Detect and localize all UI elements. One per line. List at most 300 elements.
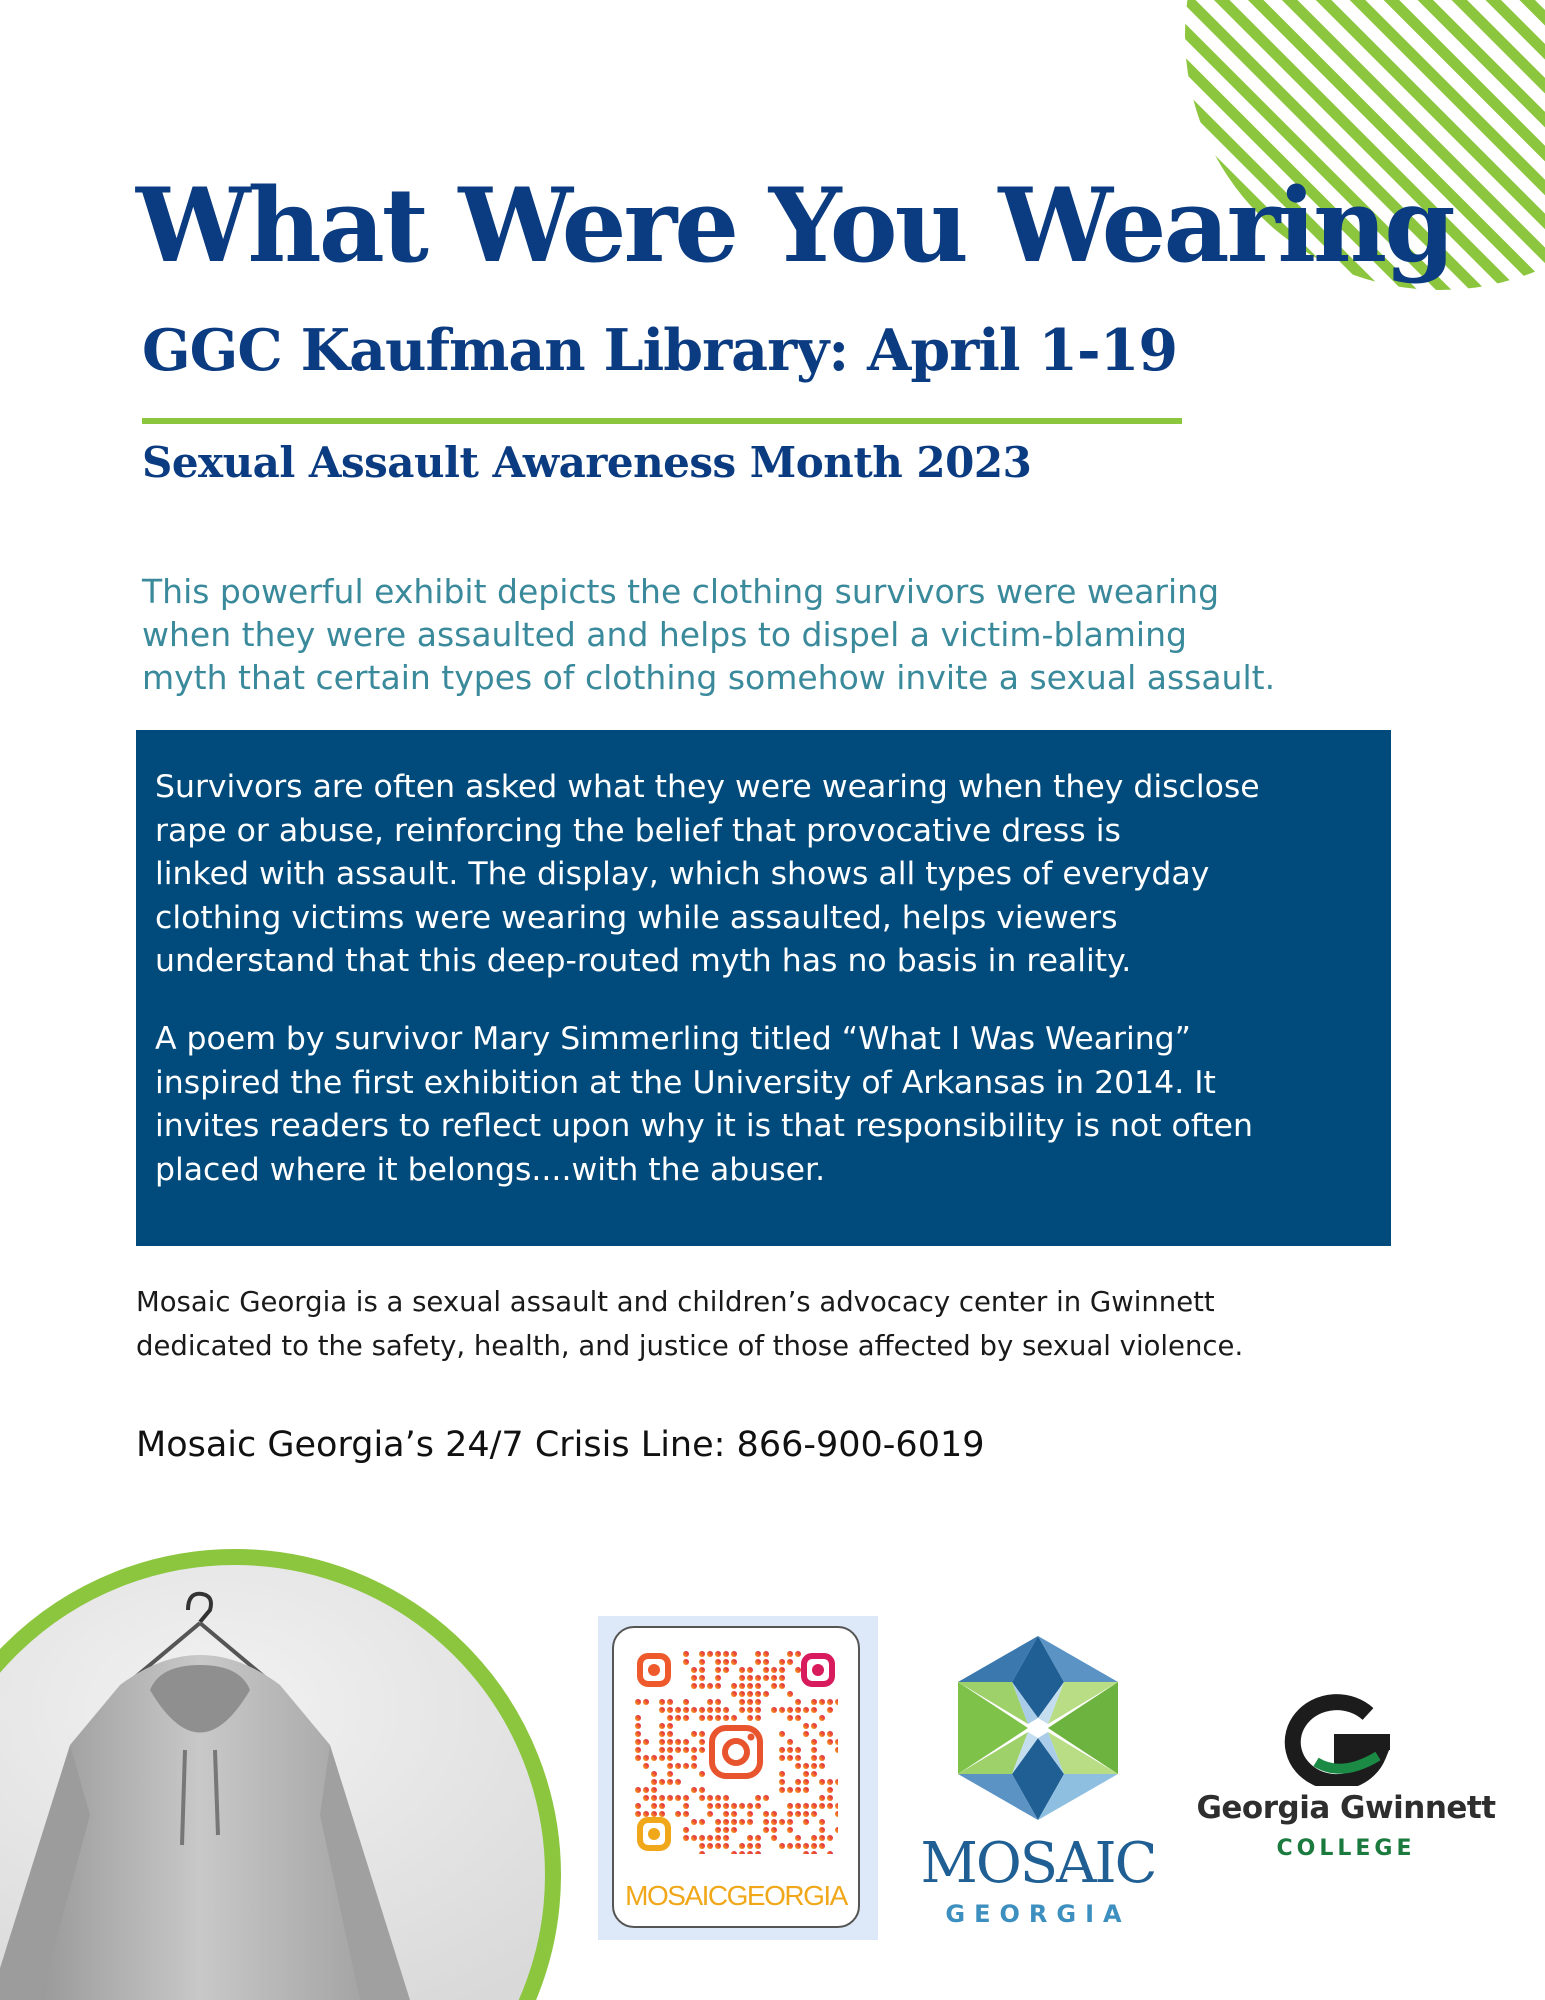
qr-dot [675, 1779, 681, 1785]
qr-dot [723, 1827, 729, 1833]
qr-dot [779, 1675, 785, 1681]
qr-dot [659, 1699, 665, 1705]
qr-dot [787, 1747, 793, 1753]
qr-dot [803, 1763, 809, 1769]
instagram-qr-card[interactable] [598, 1616, 878, 1940]
qr-dot [699, 1675, 705, 1681]
qr-dot [763, 1827, 769, 1833]
qr-dot [739, 1707, 745, 1713]
qr-dot [739, 1843, 745, 1849]
qr-dot [683, 1763, 689, 1769]
qr-dot [659, 1803, 665, 1809]
green-divider [142, 418, 1182, 424]
qr-dot [779, 1819, 785, 1825]
qr-dot [755, 1691, 761, 1697]
qr-dot [691, 1763, 697, 1769]
qr-dot [715, 1699, 721, 1705]
qr-dot [787, 1659, 793, 1665]
qr-dot [635, 1811, 641, 1817]
qr-dot [803, 1851, 809, 1854]
qr-dot [795, 1667, 801, 1673]
qr-dot [715, 1843, 721, 1849]
qr-dot [779, 1779, 785, 1785]
qr-dot [779, 1747, 785, 1753]
qr-dot [683, 1835, 689, 1841]
qr-dot [723, 1811, 729, 1817]
qr-dot [667, 1747, 673, 1753]
mosaic-logo-wordmark: MOSAIC [920, 1831, 1156, 1896]
qr-dot [755, 1795, 761, 1801]
qr-dot [835, 1739, 838, 1745]
qr-dot [795, 1651, 801, 1657]
qr-dot [651, 1803, 657, 1809]
qr-dot [683, 1707, 689, 1713]
qr-dot [819, 1803, 825, 1809]
qr-dot [787, 1715, 793, 1721]
qr-dot [827, 1787, 833, 1793]
qr-dot [779, 1731, 785, 1737]
qr-dot [779, 1755, 785, 1761]
qr-dot [787, 1827, 793, 1833]
qr-dot [811, 1723, 817, 1729]
qr-dot [675, 1739, 681, 1745]
qr-dot [811, 1811, 817, 1817]
qr-dot [795, 1715, 801, 1721]
about-line: Mosaic Georgia is a sexual assault and children’s advocacy center in Gwinnett [136, 1286, 1215, 1318]
qr-dot [659, 1747, 665, 1753]
qr-dot [635, 1787, 641, 1793]
qr-dot [699, 1715, 705, 1721]
qr-dot [835, 1779, 838, 1785]
qr-dot [643, 1787, 649, 1793]
qr-dot [811, 1707, 817, 1713]
qr-dot [803, 1707, 809, 1713]
qr-dot [763, 1667, 769, 1673]
qr-dot [739, 1699, 745, 1705]
qr-dot [699, 1835, 705, 1841]
qr-dot [635, 1699, 641, 1705]
qr-dot [691, 1675, 697, 1681]
callout-paragraph-1 [155, 766, 1375, 984]
qr-dot [699, 1747, 705, 1753]
qr-dot [827, 1795, 833, 1801]
qr-dot [811, 1843, 817, 1849]
qr-dot [731, 1803, 737, 1809]
qr-dot [691, 1819, 697, 1825]
qr-dot [747, 1691, 753, 1697]
qr-dot [787, 1843, 793, 1849]
qr-dot [715, 1803, 721, 1809]
qr-dot [771, 1675, 777, 1681]
qr-dot [651, 1755, 657, 1761]
qr-dot [827, 1731, 833, 1737]
qr-dot [635, 1715, 641, 1721]
qr-dot [803, 1787, 809, 1793]
qr-dot [787, 1739, 793, 1745]
qr-dot [691, 1667, 697, 1673]
qr-dot [827, 1707, 833, 1713]
qr-dot [675, 1795, 681, 1801]
qr-dot [651, 1787, 657, 1793]
intro-paragraph [142, 570, 1402, 699]
qr-dot [747, 1819, 753, 1825]
qr-dot [739, 1675, 745, 1681]
qr-dot [747, 1811, 753, 1817]
qr-dot [819, 1731, 825, 1737]
qr-dot [747, 1803, 753, 1809]
instagram-icon [706, 1722, 766, 1782]
qr-dot [691, 1755, 697, 1761]
qr-dot [643, 1811, 649, 1817]
crisis-line: Mosaic Georgia’s 24/7 Crisis Line: 866-900-6019 [136, 1425, 985, 1465]
qr-dot [635, 1755, 641, 1761]
qr-dot [787, 1819, 793, 1825]
qr-dot [795, 1843, 801, 1849]
hoodie-photo [0, 1515, 580, 2000]
qr-dot [667, 1779, 673, 1785]
qr-dot [731, 1651, 737, 1657]
qr-dot [835, 1747, 838, 1753]
qr-dot [739, 1851, 745, 1854]
qr-dot [779, 1659, 785, 1665]
qr-dot [739, 1667, 745, 1673]
ggc-logo-subtitle: COLLEGE [1276, 1836, 1416, 1861]
qr-dot [795, 1699, 801, 1705]
qr-dot [811, 1699, 817, 1705]
qr-dot [707, 1707, 713, 1713]
qr-dot [659, 1739, 665, 1745]
qr-dot [683, 1827, 689, 1833]
qr-dot [643, 1739, 649, 1745]
qr-dot [667, 1755, 673, 1761]
qr-dot [747, 1843, 753, 1849]
qr-dot [715, 1715, 721, 1721]
qr-dot [787, 1803, 793, 1809]
qr-dot [795, 1811, 801, 1817]
qr-dot [691, 1683, 697, 1689]
qr-dot [795, 1803, 801, 1809]
qr-dot [787, 1755, 793, 1761]
qr-dot [827, 1699, 833, 1705]
qr-dot [819, 1843, 825, 1849]
qr-dot [659, 1795, 665, 1801]
qr-dot [763, 1659, 769, 1665]
qr-dot [795, 1835, 801, 1841]
qr-dot [835, 1699, 838, 1705]
qr-dot [723, 1651, 729, 1657]
qr-dot [667, 1707, 673, 1713]
intro-line: This powerful exhibit depicts the clothing survivors were wearing [142, 572, 1220, 611]
qr-dot [739, 1691, 745, 1697]
qr-dot [643, 1755, 649, 1761]
qr-dot [683, 1803, 689, 1809]
qr-dot [691, 1731, 697, 1737]
qr-dot [747, 1699, 753, 1705]
qr-dot [723, 1667, 729, 1673]
qr-dot [651, 1771, 657, 1777]
qr-dot [811, 1771, 817, 1777]
qr-dot [707, 1699, 713, 1705]
qr-dot [811, 1755, 817, 1761]
intro-line: when they were assaulted and helps to dispel a victim-blaming [142, 615, 1187, 654]
qr-dot [755, 1699, 761, 1705]
qr-dot [715, 1675, 721, 1681]
qr-dot [819, 1835, 825, 1841]
qr-dot [747, 1715, 753, 1721]
event-location-dates: GGC Kaufman Library: April 1-19 [142, 317, 1178, 384]
qr-dot [715, 1795, 721, 1801]
qr-dot [707, 1843, 713, 1849]
qr-dot [635, 1739, 641, 1745]
qr-dot [667, 1763, 673, 1769]
qr-dot [707, 1835, 713, 1841]
qr-dot [755, 1707, 761, 1713]
qr-dot [779, 1667, 785, 1673]
qr-dot [795, 1747, 801, 1753]
qr-dot [699, 1707, 705, 1713]
qr-dot [699, 1843, 705, 1849]
qr-dot [683, 1811, 689, 1817]
qr-dot [771, 1835, 777, 1841]
qr-dot [699, 1731, 705, 1737]
qr-dot [699, 1683, 705, 1689]
qr-code [634, 1650, 838, 1854]
qr-dot [683, 1795, 689, 1801]
qr-dot [803, 1803, 809, 1809]
qr-dot [819, 1755, 825, 1761]
qr-dot [803, 1771, 809, 1777]
qr-dot [795, 1779, 801, 1785]
qr-dot [635, 1803, 641, 1809]
qr-frame [612, 1626, 860, 1928]
qr-dot [755, 1675, 761, 1681]
qr-dot [771, 1819, 777, 1825]
qr-dot [715, 1667, 721, 1673]
qr-dot [723, 1795, 729, 1801]
callout-paragraph-2 [155, 1018, 1375, 1192]
qr-dot [731, 1811, 737, 1817]
qr-dot [635, 1723, 641, 1729]
qr-dot [683, 1715, 689, 1721]
about-line: dedicated to the safety, health, and justice of those affected by sexual violence. [136, 1330, 1244, 1362]
qr-dot [635, 1731, 641, 1737]
qr-dot [779, 1787, 785, 1793]
qr-dot [683, 1739, 689, 1745]
qr-dot [731, 1659, 737, 1665]
qr-dot [659, 1755, 665, 1761]
qr-dot [835, 1803, 838, 1809]
qr-dot [731, 1683, 737, 1689]
qr-dot [803, 1723, 809, 1729]
qr-dot [811, 1803, 817, 1809]
qr-dot [699, 1795, 705, 1801]
qr-dot [699, 1851, 705, 1854]
qr-dot [715, 1651, 721, 1657]
qr-dot [707, 1795, 713, 1801]
qr-dot [779, 1843, 785, 1849]
qr-dot [659, 1723, 665, 1729]
qr-dot [715, 1683, 721, 1689]
qr-dot [731, 1691, 737, 1697]
qr-dot [739, 1803, 745, 1809]
qr-dot [763, 1819, 769, 1825]
qr-dot [659, 1779, 665, 1785]
qr-dot [803, 1779, 809, 1785]
qr-dot [771, 1683, 777, 1689]
qr-dot [699, 1651, 705, 1657]
qr-dot [787, 1707, 793, 1713]
qr-dot [771, 1827, 777, 1833]
qr-dot [787, 1811, 793, 1817]
qr-dot [707, 1715, 713, 1721]
qr-dot [747, 1835, 753, 1841]
qr-dot [643, 1795, 649, 1801]
qr-dot [699, 1739, 705, 1745]
intro-line: myth that certain types of clothing somehow invite a sexual assault. [142, 658, 1276, 697]
qr-dot [643, 1699, 649, 1705]
qr-dot [675, 1763, 681, 1769]
mosaic-logo-subtitle: GEORGIA [945, 1900, 1131, 1928]
qr-dot [739, 1683, 745, 1689]
qr-dot [819, 1763, 825, 1769]
instagram-handle: MOSAICGEORGIA [625, 1880, 847, 1911]
qr-dot [731, 1819, 737, 1825]
qr-dot [667, 1739, 673, 1745]
qr-dot [707, 1803, 713, 1809]
qr-dot [667, 1795, 673, 1801]
qr-dot [747, 1851, 753, 1854]
qr-dot [763, 1691, 769, 1697]
qr-dot [723, 1803, 729, 1809]
callout-line: understand that this deep-routed myth has no basis in reality. [155, 943, 1132, 979]
qr-dot [691, 1835, 697, 1841]
qr-dot [755, 1851, 761, 1854]
qr-dot [811, 1835, 817, 1841]
qr-dot [723, 1819, 729, 1825]
qr-dot [667, 1771, 673, 1777]
qr-dot [747, 1707, 753, 1713]
awareness-month-heading: Sexual Assault Awareness Month 2023 [142, 438, 1032, 487]
qr-dot [707, 1811, 713, 1817]
qr-dot [763, 1675, 769, 1681]
qr-dot [819, 1715, 825, 1721]
qr-dot [651, 1779, 657, 1785]
callout-line: inspired the first exhibition at the University of Arkansas in 2014. It [155, 1064, 1216, 1101]
qr-dot [675, 1747, 681, 1753]
qr-dot [651, 1811, 657, 1817]
qr-dot [827, 1851, 833, 1854]
qr-dot [819, 1827, 825, 1833]
qr-dot [795, 1763, 801, 1769]
qr-dot [635, 1747, 641, 1753]
qr-dot [779, 1771, 785, 1777]
qr-dot [811, 1851, 817, 1854]
qr-dot [699, 1667, 705, 1673]
qr-dot [667, 1699, 673, 1705]
qr-dot [755, 1803, 761, 1809]
qr-dot [771, 1811, 777, 1817]
qr-dot [723, 1659, 729, 1665]
qr-dot [787, 1787, 793, 1793]
qr-dot [715, 1659, 721, 1665]
qr-dot [675, 1811, 681, 1817]
qr-dot [755, 1715, 761, 1721]
qr-dot [731, 1827, 737, 1833]
qr-dot [691, 1787, 697, 1793]
qr-dot [699, 1787, 705, 1793]
qr-dot [691, 1747, 697, 1753]
qr-dot [755, 1651, 761, 1657]
callout-line: invites readers to reflect upon why it is that responsibility is not often [155, 1108, 1253, 1144]
qr-dot [731, 1715, 737, 1721]
qr-dot [763, 1795, 769, 1801]
qr-dot [747, 1683, 753, 1689]
qr-dot [675, 1715, 681, 1721]
qr-dot [819, 1795, 825, 1801]
qr-dot [683, 1651, 689, 1657]
callout-line: clothing victims were wearing while assaulted, helps viewers [155, 899, 1118, 936]
qr-dot [795, 1787, 801, 1793]
qr-dot [699, 1771, 705, 1777]
qr-dot [819, 1819, 825, 1825]
qr-dot [683, 1659, 689, 1665]
qr-dot [803, 1819, 809, 1825]
qr-dot [739, 1819, 745, 1825]
qr-dot [747, 1675, 753, 1681]
qr-dot [667, 1731, 673, 1737]
qr-dot [707, 1651, 713, 1657]
qr-dot [763, 1651, 769, 1657]
qr-dot [723, 1843, 729, 1849]
callout-line: linked with assault. The display, which shows all types of everyday [155, 856, 1210, 892]
qr-dot [755, 1835, 761, 1841]
qr-dot [811, 1763, 817, 1769]
qr-dot [811, 1739, 817, 1745]
qr-dot [819, 1779, 825, 1785]
qr-dot [659, 1731, 665, 1737]
qr-dot [667, 1723, 673, 1729]
qr-dot [763, 1811, 769, 1817]
callout-line: placed where it belongs....with the abuser. [155, 1151, 826, 1188]
qr-dot [779, 1683, 785, 1689]
qr-dot [803, 1731, 809, 1737]
qr-dot [715, 1819, 721, 1825]
qr-dot [827, 1835, 833, 1841]
qr-dot [651, 1795, 657, 1801]
qr-dot [659, 1811, 665, 1817]
qr-dot [731, 1851, 737, 1854]
qr-dot [723, 1835, 729, 1841]
qr-dot [803, 1843, 809, 1849]
qr-dot [827, 1739, 833, 1745]
qr-dot [699, 1659, 705, 1665]
qr-dot [707, 1683, 713, 1689]
qr-dot [771, 1667, 777, 1673]
qr-dot [811, 1747, 817, 1753]
qr-dot [787, 1691, 793, 1697]
qr-dot [691, 1707, 697, 1713]
qr-dot [755, 1683, 761, 1689]
qr-dot [683, 1747, 689, 1753]
qr-dot [715, 1707, 721, 1713]
callout-line: Survivors are often asked what they were wearing when they disclose [155, 769, 1260, 805]
qr-dot [835, 1827, 838, 1833]
qr-dot [715, 1835, 721, 1841]
ggc-g-icon [1282, 1692, 1402, 1786]
qr-dot [643, 1763, 649, 1769]
qr-dot [787, 1651, 793, 1657]
qr-dot [819, 1699, 825, 1705]
